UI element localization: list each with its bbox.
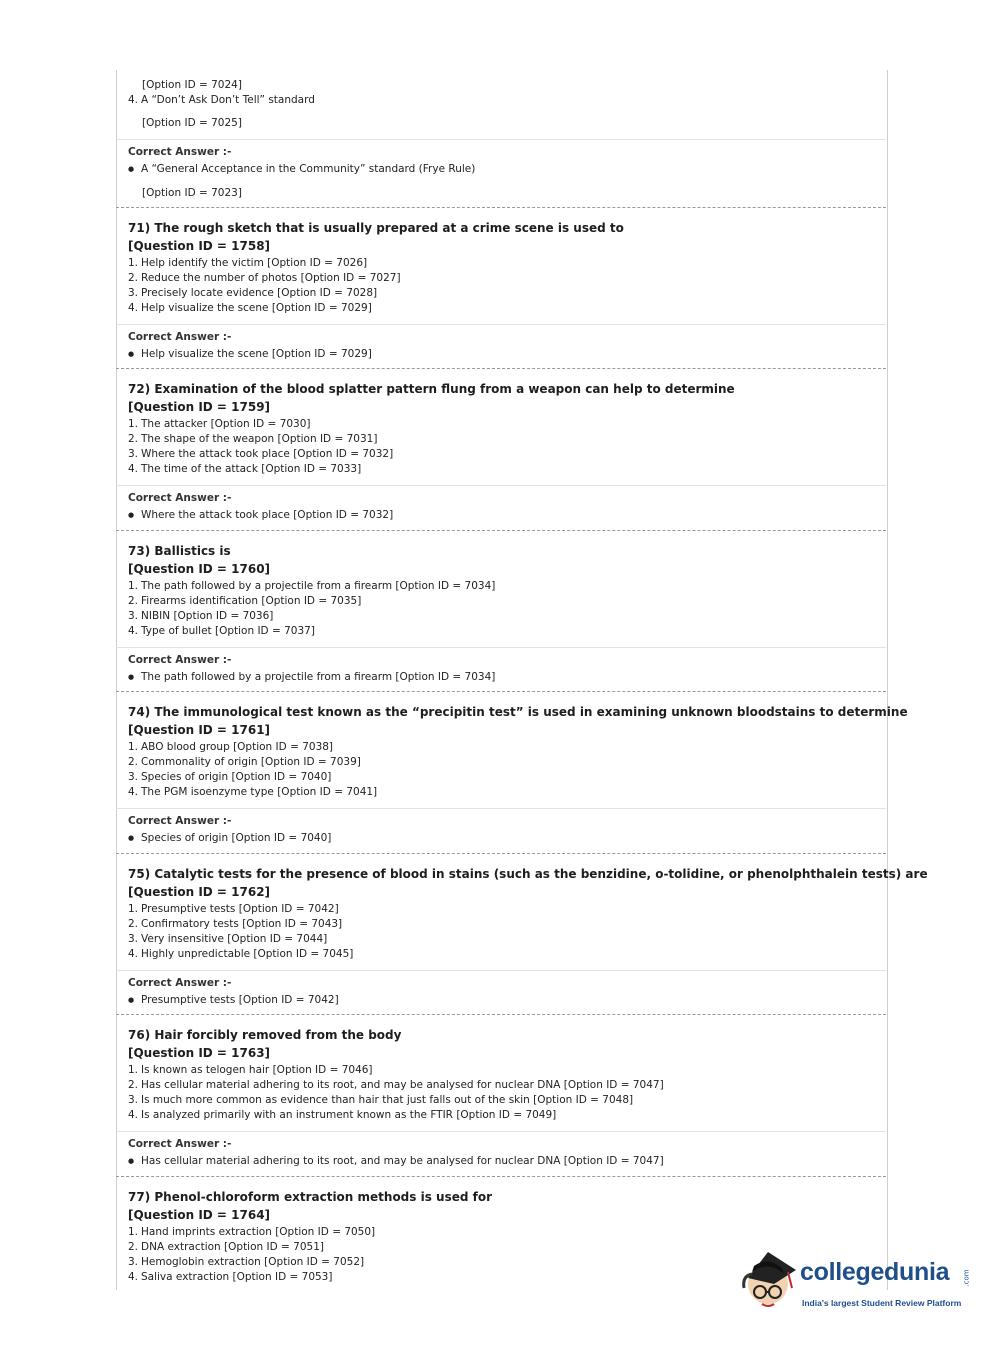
option-number: 2. bbox=[128, 595, 139, 607]
option-2 bbox=[128, 1240, 324, 1255]
correct-answer-label: Correct Answer :- bbox=[128, 331, 232, 343]
question-id: [Question ID = 1762] bbox=[128, 885, 271, 899]
option-number: 4. bbox=[128, 625, 139, 637]
option-number: 1. bbox=[128, 418, 139, 430]
question-block bbox=[116, 853, 928, 971]
option-text: Has cellular material adhering to its root, and may be analysed for nuclear DNA [Option ID = 7047] bbox=[141, 1079, 664, 1091]
question-id: [Question ID = 1759] bbox=[128, 400, 271, 414]
question-block bbox=[116, 1014, 886, 1132]
correct-answer: ● A “General Acceptance in the Community” standard (Frye Rule) bbox=[128, 163, 475, 175]
question-title: 75) Catalytic tests for the presence of blood in stains (such as the benzidine, o-tolidine, or phenolphthalein tests) are bbox=[128, 867, 928, 881]
option-text: Saliva extraction [Option ID = 7053] bbox=[141, 1271, 333, 1283]
option-text: Firearms identification [Option ID = 7035] bbox=[141, 595, 362, 607]
option-id: [Option ID = 7025] bbox=[142, 117, 242, 129]
option-text: Is analyzed primarily with an instrument known as the FTIR [Option ID = 7049] bbox=[141, 1109, 557, 1121]
question-title: 71) The rough sketch that is usually prepared at a crime scene is used to bbox=[128, 221, 624, 235]
option-text: Precisely locate evidence [Option ID = 7028] bbox=[141, 287, 378, 299]
option-text: Presumptive tests [Option ID = 7042] bbox=[141, 903, 339, 915]
correct-answer: ● Help visualize the scene [Option ID = 7029] bbox=[128, 348, 372, 360]
option-2 bbox=[128, 755, 361, 770]
correct-answer-label: Correct Answer :- bbox=[128, 815, 232, 827]
option-text: Is much more common as evidence than hair that just falls out of the skin [Option ID = 7048] bbox=[141, 1094, 634, 1106]
correct-answer-block bbox=[116, 970, 886, 1014]
question-title: 72) Examination of the blood splatter pattern flung from a weapon can help to determine bbox=[128, 382, 735, 396]
option-text: DNA extraction [Option ID = 7051] bbox=[141, 1241, 324, 1253]
logo-name: collegedunia bbox=[800, 1258, 950, 1286]
option-number: 4. bbox=[128, 302, 139, 314]
question-title: 73) Ballistics is bbox=[128, 544, 231, 558]
option-number: 3. bbox=[128, 610, 139, 622]
option-1 bbox=[128, 417, 311, 432]
option-number: 3. bbox=[128, 287, 139, 299]
option-id: [Option ID = 7024] bbox=[142, 79, 242, 91]
option-number: 1. bbox=[128, 1064, 139, 1076]
option-text: Very insensitive [Option ID = 7044] bbox=[141, 933, 328, 945]
option-number: 4. bbox=[128, 463, 139, 475]
question-id: [Question ID = 1758] bbox=[128, 239, 271, 253]
option-text: Confirmatory tests [Option ID = 7043] bbox=[141, 918, 343, 930]
correct-answer-label: Correct Answer :- bbox=[128, 492, 232, 504]
option-text: Commonality of origin [Option ID = 7039] bbox=[141, 756, 361, 768]
logo-com: .com bbox=[962, 1269, 971, 1287]
option-text: Hemoglobin extraction [Option ID = 7052] bbox=[141, 1256, 365, 1268]
correct-answer: ● Where the attack took place [Option ID = 7032] bbox=[128, 509, 393, 521]
option-1 bbox=[128, 902, 339, 917]
option-id: [Option ID = 7023] bbox=[142, 187, 242, 199]
option-3 bbox=[128, 1255, 364, 1270]
option-text: Hand imprints extraction [Option ID = 7050] bbox=[141, 1226, 376, 1238]
option-number: 3. bbox=[128, 448, 139, 460]
option-1 bbox=[128, 579, 495, 594]
correct-answer-label: Correct Answer :- bbox=[128, 1138, 232, 1150]
option-1 bbox=[128, 1225, 375, 1240]
correct-answer-block bbox=[116, 485, 886, 529]
option-3 bbox=[128, 286, 377, 301]
option-text: Reduce the number of photos [Option ID = 7027] bbox=[141, 272, 401, 284]
question-title: 74) The immunological test known as the “precipitin test” is used in examining unknown bloodstains to determine bbox=[128, 705, 908, 719]
option-number: 2. bbox=[128, 756, 139, 768]
option-number: 3. bbox=[128, 1094, 139, 1106]
option-number: 3. bbox=[128, 771, 139, 783]
option-2 bbox=[128, 271, 401, 286]
question-id: [Question ID = 1760] bbox=[128, 562, 271, 576]
option-4 bbox=[128, 624, 315, 639]
option-number: 1. bbox=[128, 903, 139, 915]
option-number: 1. bbox=[128, 580, 139, 592]
correct-answer-block bbox=[116, 324, 886, 368]
option-3 bbox=[128, 609, 273, 624]
option-text: Help identify the victim [Option ID = 7026] bbox=[141, 257, 368, 269]
option-number: 4. bbox=[128, 1271, 139, 1283]
question-block bbox=[116, 691, 908, 809]
option-text: A “Don’t Ask Don’t Tell” standard bbox=[141, 94, 315, 106]
prev-question-options bbox=[116, 72, 886, 140]
option-number: 1. bbox=[128, 257, 139, 269]
option-4 bbox=[128, 1108, 556, 1123]
option-text: The attacker [Option ID = 7030] bbox=[141, 418, 311, 430]
question-id: [Question ID = 1763] bbox=[128, 1046, 271, 1060]
option-number: 2. bbox=[128, 272, 139, 284]
option-1 bbox=[128, 740, 333, 755]
option-number: 2. bbox=[128, 1241, 139, 1253]
correct-answer: ● Species of origin [Option ID = 7040] bbox=[128, 832, 331, 844]
option-text: The PGM isoenzyme type [Option ID = 7041] bbox=[141, 786, 378, 798]
question-id: [Question ID = 1764] bbox=[128, 1208, 271, 1222]
option-4: 4. A “Don’t Ask Don’t Tell” standard bbox=[128, 94, 315, 106]
question-block bbox=[116, 207, 886, 325]
correct-answer: ● Has cellular material adhering to its root, and may be analysed for nuclear DNA [Option ID = 7047] bbox=[128, 1155, 664, 1167]
question-block bbox=[116, 530, 886, 648]
option-3 bbox=[128, 447, 393, 462]
option-text: The time of the attack [Option ID = 7033] bbox=[141, 463, 362, 475]
option-2 bbox=[128, 1078, 664, 1093]
option-3 bbox=[128, 932, 327, 947]
option-text: NIBIN [Option ID = 7036] bbox=[141, 610, 274, 622]
option-2 bbox=[128, 432, 377, 447]
option-number: 2. bbox=[128, 918, 139, 930]
option-4 bbox=[128, 301, 372, 316]
option-2 bbox=[128, 594, 361, 609]
option-number: 4. bbox=[128, 786, 139, 798]
option-2 bbox=[128, 917, 342, 932]
option-number: 3. bbox=[128, 1256, 139, 1268]
option-4 bbox=[128, 785, 377, 800]
option-number: 4. bbox=[128, 948, 139, 960]
correct-answer: ● The path followed by a projectile from a firearm [Option ID = 7034] bbox=[128, 671, 495, 683]
option-number: 1. bbox=[128, 1226, 139, 1238]
question-title: 77) Phenol-chloroform extraction methods is used for bbox=[128, 1190, 493, 1204]
option-1 bbox=[128, 1063, 373, 1078]
option-3 bbox=[128, 770, 331, 785]
option-4 bbox=[128, 947, 353, 962]
option-text: The path followed by a projectile from a firearm [Option ID = 7034] bbox=[141, 580, 496, 592]
correct-answer-label: Correct Answer :- bbox=[128, 146, 232, 158]
correct-answer-block bbox=[116, 647, 886, 691]
question-block bbox=[116, 368, 886, 486]
prev-correct-answer bbox=[116, 139, 886, 207]
option-number: 3. bbox=[128, 933, 139, 945]
option-4 bbox=[128, 462, 361, 477]
option-number: 2. bbox=[128, 1079, 139, 1091]
option-text: The shape of the weapon [Option ID = 7031] bbox=[141, 433, 378, 445]
mascot-icon bbox=[738, 1248, 800, 1320]
option-text: ABO blood group [Option ID = 7038] bbox=[141, 741, 334, 753]
option-text: Highly unpredictable [Option ID = 7045] bbox=[141, 948, 354, 960]
option-number: 1. bbox=[128, 741, 139, 753]
option-text: Type of bullet [Option ID = 7037] bbox=[141, 625, 315, 637]
question-id: [Question ID = 1761] bbox=[128, 723, 271, 737]
option-text: Is known as telogen hair [Option ID = 7046] bbox=[141, 1064, 373, 1076]
correct-answer-block bbox=[116, 1131, 886, 1175]
option-text: Where the attack took place [Option ID = 7032] bbox=[141, 448, 394, 460]
correct-answer: ● Presumptive tests [Option ID = 7042] bbox=[128, 994, 339, 1006]
option-number: 2. bbox=[128, 433, 139, 445]
option-3 bbox=[128, 1093, 633, 1108]
correct-answer-label: Correct Answer :- bbox=[128, 977, 232, 989]
collegedunia-logo bbox=[738, 1248, 978, 1320]
correct-answer-label: Correct Answer :- bbox=[128, 654, 232, 666]
question-title: 76) Hair forcibly removed from the body bbox=[128, 1028, 402, 1042]
option-1 bbox=[128, 256, 367, 271]
logo-tagline: India's largest Student Review Platform bbox=[802, 1298, 962, 1308]
option-text: Help visualize the scene [Option ID = 7029] bbox=[141, 302, 372, 314]
correct-answer-block bbox=[116, 808, 886, 852]
option-number: 4. bbox=[128, 1109, 139, 1121]
option-text: Species of origin [Option ID = 7040] bbox=[141, 771, 332, 783]
option-4 bbox=[128, 1270, 332, 1285]
